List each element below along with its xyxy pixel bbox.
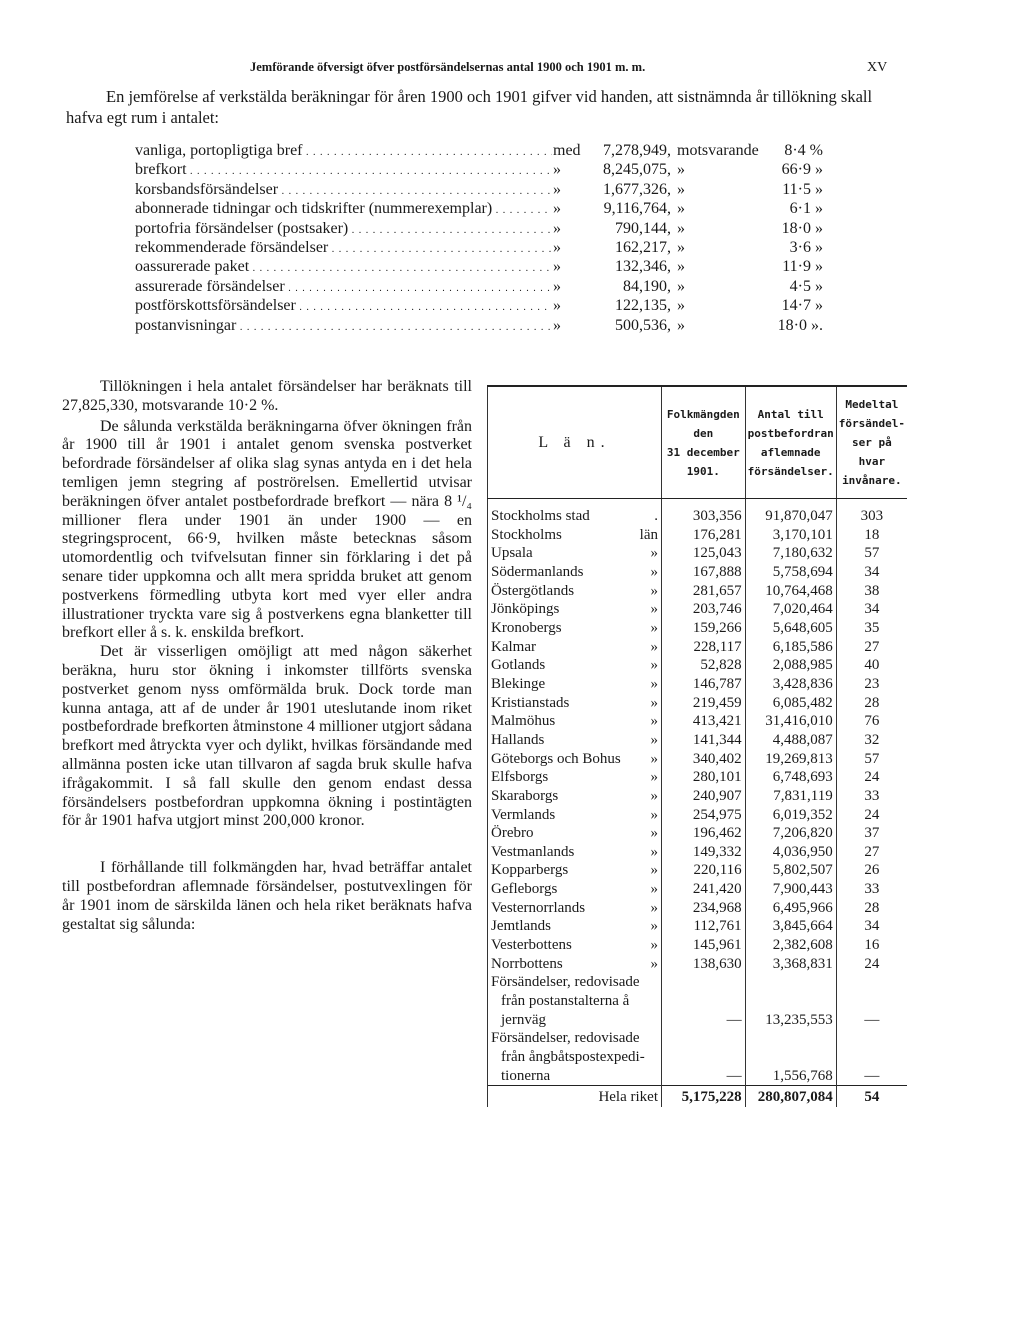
count-cell: 3,428,836 xyxy=(745,675,836,694)
comparison-count: 790,144, xyxy=(615,219,671,237)
body-text xyxy=(62,378,472,934)
county-name-cell xyxy=(488,899,662,918)
comparison-row xyxy=(135,141,850,160)
population-cell: 167,888 xyxy=(662,563,746,582)
comparison-percent: 3·6 » xyxy=(789,238,823,256)
average-cell: 303 xyxy=(860,508,884,524)
county-name-cell xyxy=(488,675,662,694)
comparison-mark: » xyxy=(553,219,561,237)
comparison-count: 500,536, xyxy=(615,316,671,334)
count-cell: 13,235,553 xyxy=(745,973,836,1029)
total-label: Hela riket xyxy=(488,1086,662,1107)
table-row xyxy=(488,843,908,862)
county-suffix: » xyxy=(650,675,658,692)
county-name: Jemtlands xyxy=(491,918,551,935)
county-name-cell xyxy=(488,499,662,526)
population-cell: 228,117 xyxy=(662,638,746,657)
comparison-percent: 66·9 » xyxy=(781,161,823,179)
comparison-row xyxy=(135,160,850,179)
table-header-row xyxy=(488,386,908,499)
average-cell: 24 xyxy=(864,955,880,972)
special-name-cell xyxy=(488,973,662,1029)
population-cell: 196,462 xyxy=(662,824,746,843)
county-suffix: » xyxy=(650,657,658,674)
table-row xyxy=(488,563,908,582)
comparison-category: brefkort . . . xyxy=(135,160,552,181)
county-suffix: » xyxy=(650,937,658,954)
comparison-count: 84,190, xyxy=(623,277,671,295)
population-cell: 303,356 xyxy=(662,499,746,526)
table-row-special xyxy=(488,973,908,1029)
county-suffix: » xyxy=(650,545,658,562)
comparison-count-mark: » xyxy=(677,219,685,237)
county-name: Kronobergs xyxy=(491,619,562,636)
population-cell: 281,657 xyxy=(662,582,746,601)
total-count: 280,807,084 xyxy=(745,1086,836,1107)
paragraph-revenue: Det är visserligen omöjligt att med någon säkerhet beräkna, huru stor ökning i inkomster tillförts svenska postverket genom nyss omförmälda bruk. Dock torde man kunna antaga, att af de under år 1901 uteslutande inom riket postbefordrade brefkorten åtminstone 4 millioner utgjort sådana brefkort med åtryckta vyer och dylikt, hvilkas försändande med allmänna posten icke utan tillvaron af sagda bruk skulle hafva ifrågakommit. I så fall skulle den genom endast dessa försändelsers postbefordran uppkomna ökning i postintägten för år 1901 hafva utgjort minst 200,000 kronor. xyxy=(62,643,472,830)
county-name-cell xyxy=(488,787,662,806)
average-cell: 33 xyxy=(864,881,880,898)
county-name: Göteborgs och Bohus xyxy=(491,750,621,767)
average-cell: 34 xyxy=(864,918,880,935)
average-cell: 24 xyxy=(864,806,880,823)
county-suffix: » xyxy=(650,787,658,804)
comparison-mark: med xyxy=(553,142,581,159)
comparison-row xyxy=(135,316,850,335)
comparison-row xyxy=(135,277,850,296)
county-name-cell xyxy=(488,880,662,899)
county-name: Kopparbergs xyxy=(491,862,569,879)
population-cell: 413,421 xyxy=(662,712,746,731)
comparison-percent: 18·0 ». xyxy=(777,316,823,334)
header-population xyxy=(662,386,746,499)
comparison-list xyxy=(135,141,850,335)
comparison-mark: » xyxy=(553,316,561,334)
county-suffix: . xyxy=(654,508,658,524)
total-average: 54 xyxy=(836,1086,907,1107)
count-cell: 6,019,352 xyxy=(745,806,836,825)
comparison-percent: 4·5 » xyxy=(789,277,823,295)
table-row xyxy=(488,899,908,918)
table-row xyxy=(488,955,908,974)
intro-paragraph: En jemförelse af verkstälda beräkningar för åren 1900 och 1901 gifver vid handen, att sistnämnda år tillökning skall hafva egt rum i antalet: xyxy=(66,87,873,127)
population-cell: 159,266 xyxy=(662,619,746,638)
header-average-line: ser på hvar xyxy=(852,436,892,468)
average-cell: 35 xyxy=(864,619,880,636)
population-cell: 280,101 xyxy=(662,768,746,787)
average-cell: 28 xyxy=(864,694,880,711)
paragraph-population: I förhållande till folkmängden har, hvad beträffar antalet till postbefordran aflemnade försändelser, postutvexlingen för år 1901 inom de särskilda länen och hela riket beräknats hafva gestaltat sig sålunda: xyxy=(62,859,472,933)
average-cell: 26 xyxy=(864,862,880,879)
paragraph-postcards: De sålunda verkstälda beräkningarna öfver ökningen från år 1900 till år 1901 i antalet genom svenska postverket befordrade försändelser af olika slag synas antyda en i det hela temligen jemn stegring af poströrelsen. Emellertid utvisar beräkningen öfver antalet postbefordrade brefkort — nära 8 ¹/₄ millioner flera under 1901 än under 1900 — en stegringsprocent, 66·9, hvilken måste betecknas såsom utomordentlig och tvifvelsutan finner sin förklaring i det på senare tider uppkomna och allt mera spridda bruket att genom postverkens förmedling utbyta kort med vyer eller andra illustrationer tryckta vare sig å postverkens egna blanketter till brefkort eller å s. k. enskilda brefkort. xyxy=(62,417,472,642)
county-name: Södermanlands xyxy=(491,563,584,580)
population-cell: 176,281 xyxy=(662,526,746,545)
comparison-category: oassurerade paket . . . xyxy=(135,257,552,278)
county-statistics-table xyxy=(487,385,907,1107)
count-cell: 2,088,985 xyxy=(745,656,836,675)
county-suffix: » xyxy=(650,918,658,935)
county-suffix: » xyxy=(650,563,658,580)
population-cell: 112,761 xyxy=(662,917,746,936)
comparison-count: 7,278,949, xyxy=(603,142,671,159)
county-suffix: » xyxy=(650,899,658,916)
special-name-line: jernväg xyxy=(501,1011,546,1028)
population-cell: 241,420 xyxy=(662,880,746,899)
header-count-line: postbefordran xyxy=(747,426,834,440)
count-cell: 1,556,768 xyxy=(745,1029,836,1085)
comparison-count-mark: » xyxy=(677,200,685,218)
county-suffix: » xyxy=(650,881,658,898)
special-name-line: från postanstalterna å xyxy=(501,993,630,1010)
comparison-mark: » xyxy=(553,180,561,198)
table-row xyxy=(488,499,908,526)
average-cell: 33 xyxy=(864,787,880,804)
table-row xyxy=(488,787,908,806)
table-row xyxy=(488,731,908,750)
comparison-category: assurerade försändelser . . . xyxy=(135,277,552,298)
header-count xyxy=(745,386,836,499)
population-cell: 240,907 xyxy=(662,787,746,806)
count-cell: 6,495,966 xyxy=(745,899,836,918)
table-row xyxy=(488,936,908,955)
county-name-cell xyxy=(488,712,662,731)
table-row xyxy=(488,824,908,843)
header-count-line: Antal till xyxy=(757,407,824,421)
average-cell: 57 xyxy=(864,750,880,767)
header-average-line: Medeltal xyxy=(845,398,899,411)
county-name: Stockholms xyxy=(491,526,562,543)
county-suffix: » xyxy=(650,619,658,636)
county-name: Elfsborgs xyxy=(491,769,549,786)
population-cell: 340,402 xyxy=(662,750,746,769)
header-average-line: försändel- xyxy=(838,417,905,430)
average-cell: 38 xyxy=(864,582,880,599)
table-body xyxy=(488,499,908,1108)
special-name-line: från ångbåtspostexpedi- xyxy=(501,1049,645,1066)
county-name-cell xyxy=(488,955,662,974)
comparison-category: portofria försändelser (postsaker) . . . xyxy=(135,219,552,240)
population-cell: 138,630 xyxy=(662,955,746,974)
count-cell: 10,764,468 xyxy=(745,582,836,601)
county-name-cell xyxy=(488,768,662,787)
count-cell: 4,488,087 xyxy=(745,731,836,750)
county-suffix: » xyxy=(650,694,658,711)
count-cell: 7,180,632 xyxy=(745,544,836,563)
comparison-count-mark: » xyxy=(677,258,685,276)
county-name-cell xyxy=(488,806,662,825)
average-cell: 24 xyxy=(864,769,880,786)
county-name-cell xyxy=(488,526,662,545)
comparison-count: 1,677,326, xyxy=(603,180,671,198)
population-cell: 254,975 xyxy=(662,806,746,825)
special-name-cell xyxy=(488,1029,662,1085)
comparison-count-mark: » xyxy=(677,238,685,256)
county-name-cell xyxy=(488,936,662,955)
table-row xyxy=(488,600,908,619)
comparison-row xyxy=(135,238,850,257)
county-name-cell xyxy=(488,582,662,601)
comparison-category: postanvisningar . . . xyxy=(135,316,552,337)
county-name: Skaraborgs xyxy=(491,787,559,804)
count-cell: 91,870,047 xyxy=(745,499,836,526)
population-cell: 125,043 xyxy=(662,544,746,563)
table-row xyxy=(488,880,908,899)
special-name-line: Försändelser, redovisade xyxy=(491,974,640,991)
header-population-line: den xyxy=(693,426,714,440)
population-cell: 219,459 xyxy=(662,694,746,713)
average-cell: — xyxy=(864,1067,880,1084)
population-cell: 234,968 xyxy=(662,899,746,918)
county-suffix: » xyxy=(650,955,658,972)
special-name-line: Försändelser, redovisade xyxy=(491,1030,640,1047)
total-population: 5,175,228 xyxy=(662,1086,746,1107)
count-cell: 3,170,101 xyxy=(745,526,836,545)
count-cell: 7,206,820 xyxy=(745,824,836,843)
county-name: Östergötlands xyxy=(491,582,575,599)
count-cell: 7,020,464 xyxy=(745,600,836,619)
county-name: Vesterbottens xyxy=(491,937,572,954)
paragraph-total-increase: Tillökningen i hela antalet försändelser har beräknats till 27,825,330, motsvarande 10·2 %. xyxy=(62,378,472,414)
count-cell: 5,758,694 xyxy=(745,563,836,582)
average-cell: 18 xyxy=(864,526,880,543)
county-name: Gefleborgs xyxy=(491,881,558,898)
population-cell: 149,332 xyxy=(662,843,746,862)
average-cell: 16 xyxy=(864,937,880,954)
count-cell: 6,085,482 xyxy=(745,694,836,713)
comparison-category: abonnerade tidningar och tidskrifter (nummerexemplar) . . . xyxy=(135,199,552,220)
average-cell: 40 xyxy=(864,657,880,674)
special-name-line: tionerna xyxy=(501,1067,551,1084)
table-row xyxy=(488,806,908,825)
comparison-row xyxy=(135,219,850,238)
table-row xyxy=(488,656,908,675)
county-suffix: » xyxy=(650,713,658,730)
table-row xyxy=(488,861,908,880)
county-name-cell xyxy=(488,656,662,675)
comparison-category: postförskottsförsändelser . . . xyxy=(135,296,552,317)
comparison-category: korsbandsförsändelser . . . xyxy=(135,180,552,201)
table-row xyxy=(488,768,908,787)
average-cell: 76 xyxy=(864,713,880,730)
county-suffix: » xyxy=(650,843,658,860)
county-name-cell xyxy=(488,750,662,769)
county-suffix: » xyxy=(650,862,658,879)
comparison-mark: » xyxy=(553,277,561,295)
average-cell: 27 xyxy=(864,638,880,655)
page-number: XV xyxy=(867,60,888,75)
table-row xyxy=(488,544,908,563)
comparison-percent: 14·7 » xyxy=(781,297,823,315)
table-row xyxy=(488,694,908,713)
comparison-category: rekommenderade försändelser . . . xyxy=(135,238,552,259)
header-average xyxy=(836,386,907,499)
count-cell: 6,748,693 xyxy=(745,768,836,787)
comparison-count: 122,135, xyxy=(615,297,671,315)
table-row-special xyxy=(488,1029,908,1085)
count-cell: 31,416,010 xyxy=(745,712,836,731)
county-suffix: » xyxy=(650,638,658,655)
comparison-percent: 11·5 » xyxy=(782,180,823,198)
county-name-cell xyxy=(488,824,662,843)
population-cell: — xyxy=(662,973,746,1029)
county-name: Kristianstads xyxy=(491,694,570,711)
comparison-count: 132,346, xyxy=(615,258,671,276)
table-row xyxy=(488,917,908,936)
county-table-wrapper xyxy=(487,385,907,1107)
comparison-mark: » xyxy=(553,200,561,218)
county-name: Upsala xyxy=(491,545,533,562)
county-suffix: » xyxy=(650,769,658,786)
county-name-cell xyxy=(488,917,662,936)
average-cell: 34 xyxy=(864,601,880,618)
table-total-row xyxy=(488,1086,908,1107)
county-suffix: » xyxy=(650,806,658,823)
comparison-row xyxy=(135,257,850,276)
header-population-line: 1901. xyxy=(686,464,720,478)
count-cell: 7,831,119 xyxy=(745,787,836,806)
comparison-mark: » xyxy=(553,297,561,315)
table-row xyxy=(488,675,908,694)
county-name-cell xyxy=(488,600,662,619)
header-population-line: Folkmängden xyxy=(666,407,740,421)
county-name: Stockholms stad xyxy=(491,508,590,524)
population-cell: 146,787 xyxy=(662,675,746,694)
comparison-mark: » xyxy=(553,161,561,179)
count-cell: 3,368,831 xyxy=(745,955,836,974)
comparison-percent: 8·4 % xyxy=(784,142,823,159)
average-cell: 27 xyxy=(864,843,880,860)
comparison-count-mark: » xyxy=(677,180,685,198)
header-count-line: försändelser. xyxy=(747,464,834,478)
population-cell: — xyxy=(662,1029,746,1085)
population-cell: 203,746 xyxy=(662,600,746,619)
average-cell: 28 xyxy=(864,899,880,916)
comparison-mark: » xyxy=(553,258,561,276)
count-cell: 19,269,813 xyxy=(745,750,836,769)
county-suffix: » xyxy=(650,582,658,599)
table-row xyxy=(488,712,908,731)
county-name: Blekinge xyxy=(491,675,546,692)
average-cell: 23 xyxy=(864,675,880,692)
county-name-cell xyxy=(488,843,662,862)
comparison-row xyxy=(135,180,850,199)
comparison-percent: 18·0 » xyxy=(781,219,823,237)
table-row xyxy=(488,619,908,638)
comparison-count: 9,116,764, xyxy=(603,200,671,218)
comparison-row xyxy=(135,199,850,218)
table-row xyxy=(488,582,908,601)
table-row xyxy=(488,750,908,769)
county-name-cell xyxy=(488,544,662,563)
average-cell: 57 xyxy=(864,545,880,562)
page-header: Jemförande öfversigt öfver postförsändelsernas antal 1900 och 1901 m. m. xyxy=(250,60,646,74)
county-name-cell xyxy=(488,861,662,880)
count-cell: 2,382,608 xyxy=(745,936,836,955)
average-cell: 32 xyxy=(864,731,880,748)
county-name: Norrbottens xyxy=(491,955,563,972)
county-name-cell xyxy=(488,619,662,638)
comparison-count-mark: » xyxy=(677,161,685,179)
population-cell: 220,116 xyxy=(662,861,746,880)
average-cell: 34 xyxy=(864,563,880,580)
population-cell: 141,344 xyxy=(662,731,746,750)
count-cell: 6,185,586 xyxy=(745,638,836,657)
comparison-count-mark: » xyxy=(677,316,685,334)
header-average-line: invånare. xyxy=(842,474,902,487)
count-cell: 4,036,950 xyxy=(745,843,836,862)
count-cell: 3,845,664 xyxy=(745,917,836,936)
county-name-cell xyxy=(488,731,662,750)
comparison-count: 162,217, xyxy=(615,238,671,256)
county-suffix: » xyxy=(650,731,658,748)
comparison-percent: 11·9 » xyxy=(782,258,823,276)
county-name: Vestmanlands xyxy=(491,843,575,860)
comparison-category: vanliga, portopligtiga bref . . . xyxy=(135,141,552,162)
county-name: Gotlands xyxy=(491,657,546,674)
table-row xyxy=(488,638,908,657)
count-cell: 7,900,443 xyxy=(745,880,836,899)
county-suffix: » xyxy=(650,750,658,767)
county-name-cell xyxy=(488,694,662,713)
county-name: Kalmar xyxy=(491,638,536,655)
header-lan: L ä n. xyxy=(488,386,662,499)
county-name: Hallands xyxy=(491,731,545,748)
average-cell: 37 xyxy=(864,825,880,842)
county-name: Malmöhus xyxy=(491,713,556,730)
county-name-cell xyxy=(488,563,662,582)
county-suffix: » xyxy=(650,825,658,842)
county-name: Örebro xyxy=(491,825,534,842)
table-row xyxy=(488,526,908,545)
comparison-count: 8,245,075, xyxy=(603,161,671,179)
population-cell: 52,828 xyxy=(662,656,746,675)
comparison-row xyxy=(135,296,850,315)
header-population-line: 31 december xyxy=(666,445,740,459)
comparison-count-mark: » xyxy=(677,277,685,295)
header-count-line: aflemnade xyxy=(760,445,821,459)
count-cell: 5,648,605 xyxy=(745,619,836,638)
comparison-mark: » xyxy=(553,238,561,256)
count-cell: 5,802,507 xyxy=(745,861,836,880)
county-name: Vesternorrlands xyxy=(491,899,586,916)
county-suffix: » xyxy=(650,601,658,618)
county-name-cell xyxy=(488,638,662,657)
population-cell: 145,961 xyxy=(662,936,746,955)
county-suffix: län xyxy=(639,526,658,543)
comparison-count-mark: motsvarande xyxy=(677,142,759,159)
comparison-count-mark: » xyxy=(677,297,685,315)
average-cell: — xyxy=(864,1011,880,1028)
county-name: Vermlands xyxy=(491,806,556,823)
county-name: Jönköpings xyxy=(491,601,560,618)
comparison-percent: 6·1 » xyxy=(789,200,823,218)
